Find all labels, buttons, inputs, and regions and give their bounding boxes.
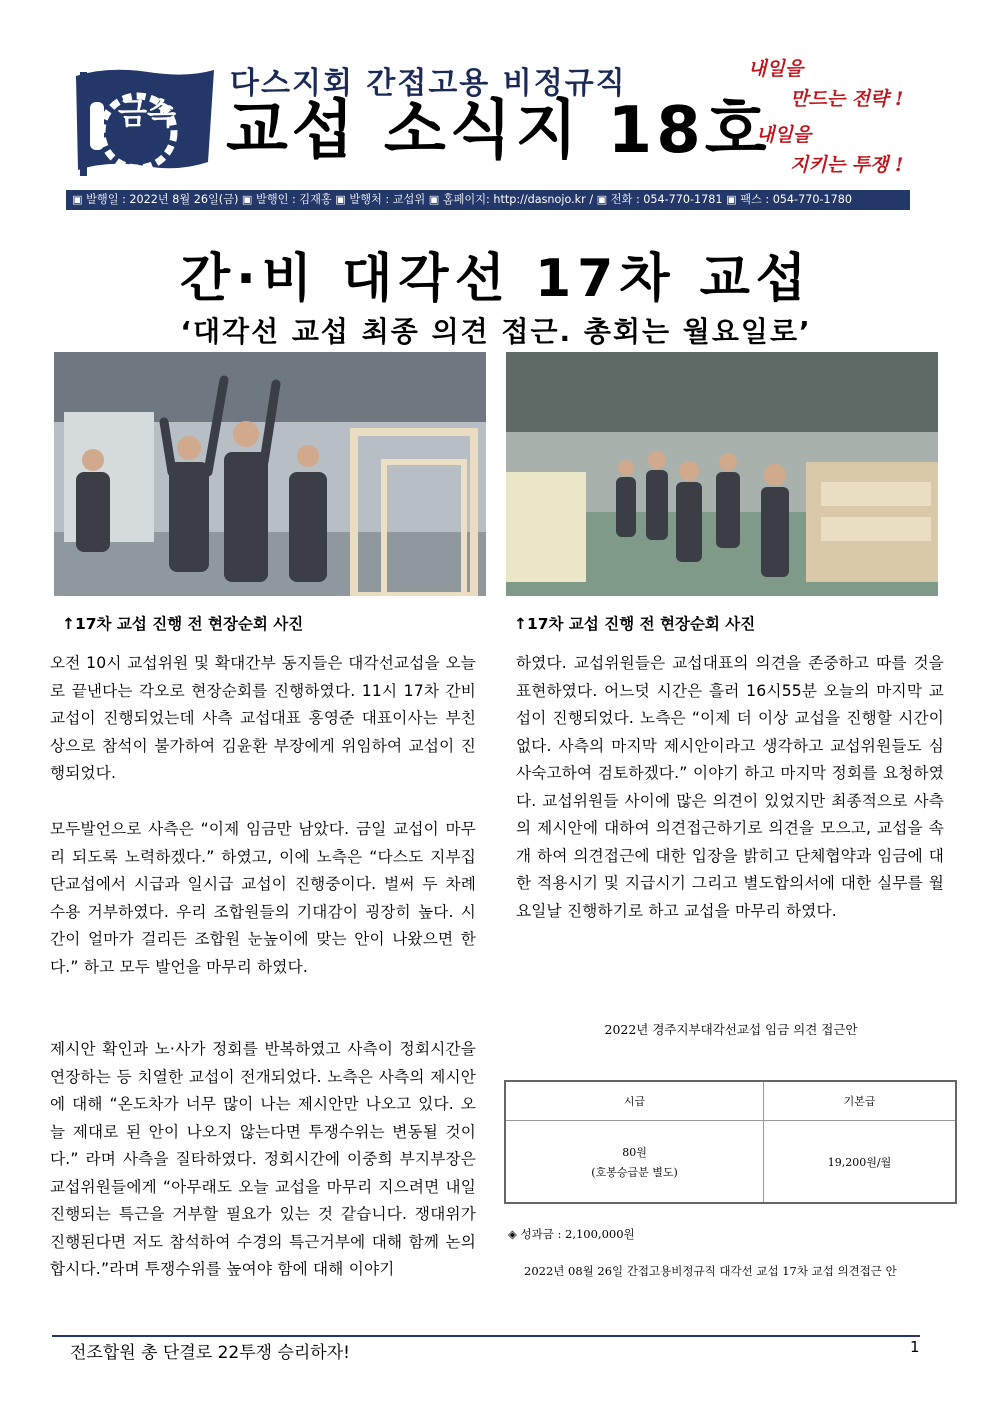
wage-table-title: 2022년 경주지부대각선교섭 임금 의견 접근안 <box>604 1022 858 1037</box>
union-flag-logo <box>68 62 216 182</box>
newsletter-subtitle: 다스지회 간접고용 비정규직 <box>230 66 627 101</box>
article-paragraph-2: 모두발언으로 사측은 “이제 임금만 남았다. 금일 교섭이 마무리 되도록 노력하겠다.” 하였고, 이에 노측은 “다스도 지부집단교섭에서 시급과 일시급 교섭이 진행중이다. 벌써 두 차례 수용 거부하였다. 우리 조합원들의 기대감이 굉장히 높다. 시간이 얼마가 걸리든 조합원 눈높이에 맞는 안이 나왔으면 한다.” 하고 모두 발언을 마무리 하였다. <box>50 820 476 976</box>
agreement-note: 2022년 08월 26일 간접고용비정규직 대각선 교섭 17차 교섭 의견접근 안 <box>524 1264 897 1278</box>
slogan-line-2b <box>790 150 903 177</box>
table-header-base: 기본급 <box>764 1081 956 1121</box>
publication-info-bar: ▣ 발행일 : 2022년 8월 26일(금) ▣ 발행인 : 김재홍 ▣ 발행처 : 교섭위 ▣ 홈페이지: http://dasnojo.kr / ▣ 전화 : 054-770-1781 ▣ 팩스 : 054-770-1780 <box>66 190 910 210</box>
logo-text: 금속 <box>118 97 176 132</box>
article-paragraph-4: 하였다. 교섭위원들은 교섭대표의 의견을 존중하고 따를 것을 표현하였다. 어느덧 시간은 흘러 16시55분 오늘의 마지막 교섭이 진행되었다. 노측은 “이제 더 이상 교섭을 진행할 시간이 없다. 사측의 마지막 제시안이라고 생각하고 교섭위원들도 심사숙고하여 검토하겠다.” 이야기 하고 마지막 정회를 요청하였다. 교섭위원들 사이에 많은 의견이 있었지만 최종적으로 사측의 제시안에 대하여 의견접근하기로 의견을 모으고, 교섭을 속개 하여 의견접근에 대한 입장을 밝히고 단체협약과 임금에 대한 적용시기 및 지급시기 그리고 별도합의서에 대한 실무를 월요일날 진행하기로 하고 교섭을 마무리 하였다. <box>516 654 944 920</box>
slogan-line-1a: 내일을 <box>748 58 804 80</box>
slogan-text: 지키는 투쟁 ! <box>790 154 904 176</box>
hourly-value: 80원 <box>622 1145 647 1159</box>
wage-agreement-table <box>504 1080 957 1204</box>
subheadline: ‘대각선 교섭 최종 의견 접근. 총회는 월요일로’ <box>180 315 812 348</box>
slogan-text: 만드는 전략 ! <box>790 88 904 110</box>
bonus-line: ◈ 성과금 : 2,100,000원 <box>508 1227 635 1241</box>
photo-caption-2: ↑17차 교섭 진행 전 현장순회 사진 <box>514 615 756 633</box>
hourly-note: (호봉승급분 별도) <box>591 1165 678 1179</box>
slogan-line-2a: 내일을 <box>756 124 812 146</box>
slogan-line-1b <box>790 84 903 111</box>
article-paragraph-1: 오전 10시 교섭위원 및 확대간부 동지들은 대각선교섭을 오늘로 끝낸다는 각오로 현장순회를 진행하였다. 11시 17차 간비교섭이 진행되었는데 사측 교섭대표 홍영준 대표이사는 부친상으로 참석이 불가하여 김윤환 부장에게 위임하여 교섭이 진행되었다. <box>50 654 476 782</box>
article-paragraph-3: 제시안 확인과 노·사가 정회를 반복하였고 사측이 정회시간을 연장하는 등 치열한 교섭이 전개되었다. 노측은 사측의 제시안에 대해 “온도차가 너무 많이 나는 제시안만 나오고 있다. 오늘 제대로 된 안이 나오지 않는다면 투쟁수위는 변동될 것이다.” 라며 사측을 질타하였다. 정회시간에 이중희 부지부장은 교섭위원들에게 “아무래도 오늘 교섭을 마무리 지으려면 내일 진행되는 특근을 거부할 필요가 있는 것 같습니다. 쟁대위가 진행된다면 저도 참석하여 수경의 특근거부에 대해 함께 논의합시다.”라며 투쟁수위를 높여야 함에 대해 이야기 <box>50 1040 476 1278</box>
base-pay-cell: 19,200원/월 <box>764 1121 956 1204</box>
footer-divider <box>52 1335 920 1337</box>
newsletter-title: 교섭 소식지 18호 <box>226 94 771 168</box>
photo-caption-1: ↑17차 교섭 진행 전 현장순회 사진 <box>62 615 304 633</box>
headline: 간·비 대각선 17차 교섭 <box>179 249 813 309</box>
table-header-hourly: 시급 <box>505 1081 764 1121</box>
footer-slogan: 전조합원 총 단결로 22투쟁 승리하자! <box>70 1343 350 1363</box>
page-number: 1 <box>910 1338 920 1356</box>
field-visit-photo-1 <box>54 352 486 596</box>
hourly-cell <box>505 1121 764 1204</box>
field-visit-photo-2 <box>506 352 938 596</box>
